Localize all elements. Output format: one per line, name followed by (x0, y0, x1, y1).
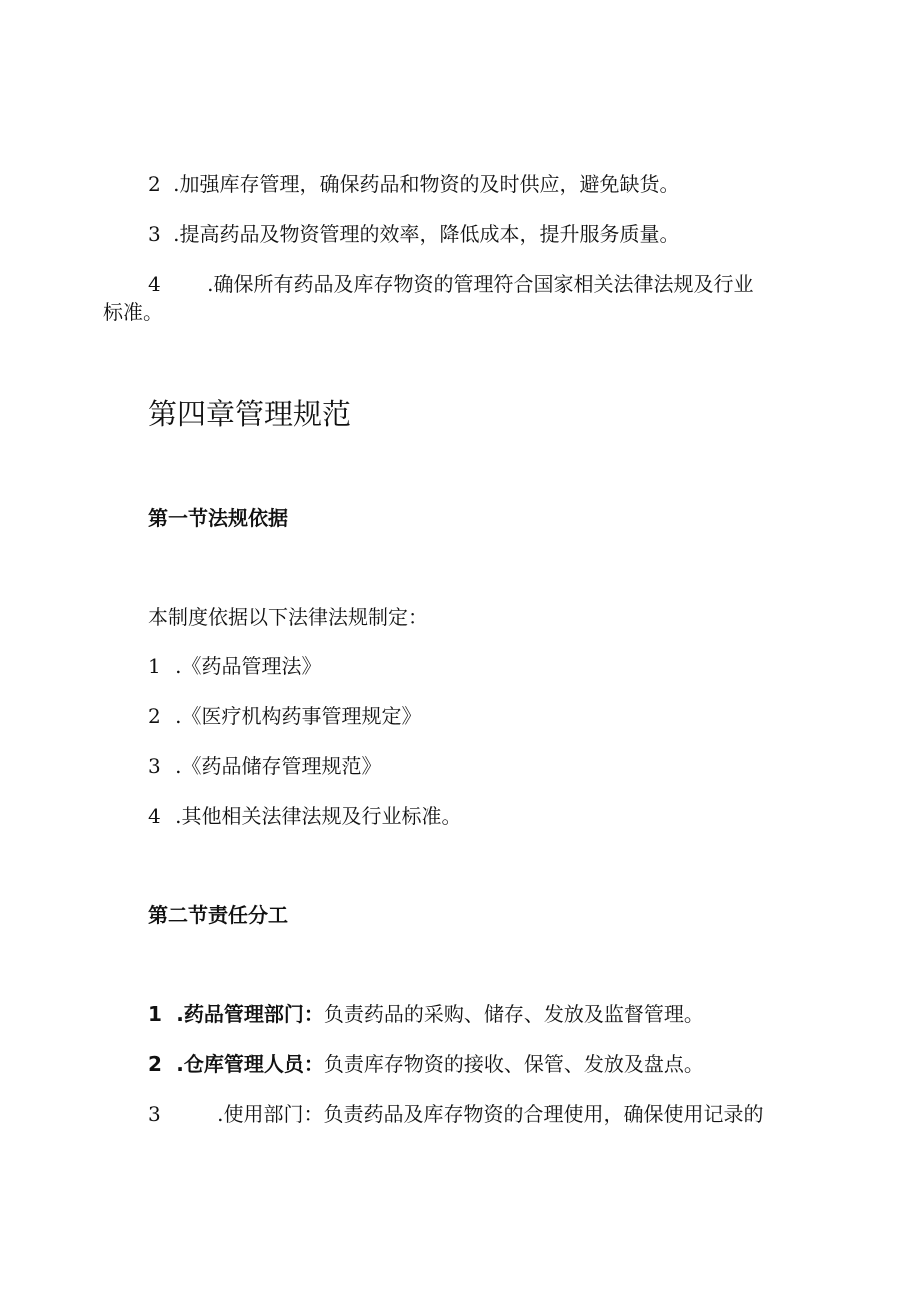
responsibility-item (148, 1100, 763, 1128)
section-title: 第一节法规依据 (148, 506, 288, 530)
regulation-number: 2 (148, 704, 161, 728)
regulation-number: 1 (148, 654, 161, 678)
responsibility-text: .使用部门：负责药品及库存物资的合理使用，确保使用记录的 (217, 1102, 764, 1126)
responsibility-text: 负责库存物资的接收、保管、发放及盘点。 (323, 1052, 704, 1076)
goal-number: 4 (148, 272, 161, 296)
regulation-text: .其他相关法律法规及行业标准。 (175, 804, 462, 828)
regulation-number: 4 (148, 804, 161, 828)
responsibility-number: 3 (148, 1102, 161, 1126)
goal-item (148, 270, 753, 298)
goal-text: .加强库存管理，确保药品和物资的及时供应，避免缺货。 (173, 172, 680, 196)
goal-text: .提高药品及物资管理的效率，降低成本，提升服务质量。 (173, 222, 680, 246)
responsibility-label: .药品管理部门： (176, 1002, 324, 1026)
regulation-item (148, 702, 421, 730)
section-intro: 本制度依据以下法律法规制定： (148, 605, 428, 629)
responsibility-item (148, 1050, 704, 1078)
goal-number: 2 (148, 172, 161, 196)
section-title: 第二节责任分工 (148, 903, 288, 927)
regulation-item (148, 652, 321, 680)
responsibility-item (148, 1000, 704, 1028)
goal-number: 3 (148, 222, 161, 246)
responsibility-text: 负责药品的采购、储存、发放及监督管理。 (323, 1002, 704, 1026)
responsibility-number: 2 (148, 1052, 162, 1076)
regulation-text: .《药品管理法》 (175, 654, 322, 678)
regulation-number: 3 (148, 754, 161, 778)
goal-item (148, 220, 679, 248)
goal-continuation: 标准。 (103, 300, 163, 324)
regulation-text: .《药品储存管理规范》 (175, 754, 382, 778)
chapter-title: 第四章管理规范 (148, 397, 352, 431)
goal-text: .确保所有药品及库存物资的管理符合国家相关法律法规及行业 (207, 272, 754, 296)
regulation-item (148, 752, 381, 780)
responsibility-label: .仓库管理人员： (176, 1052, 324, 1076)
regulation-text: .《医疗机构药事管理规定》 (175, 704, 422, 728)
responsibility-number: 1 (148, 1002, 162, 1026)
goal-item (148, 170, 679, 198)
regulation-item (148, 802, 461, 830)
